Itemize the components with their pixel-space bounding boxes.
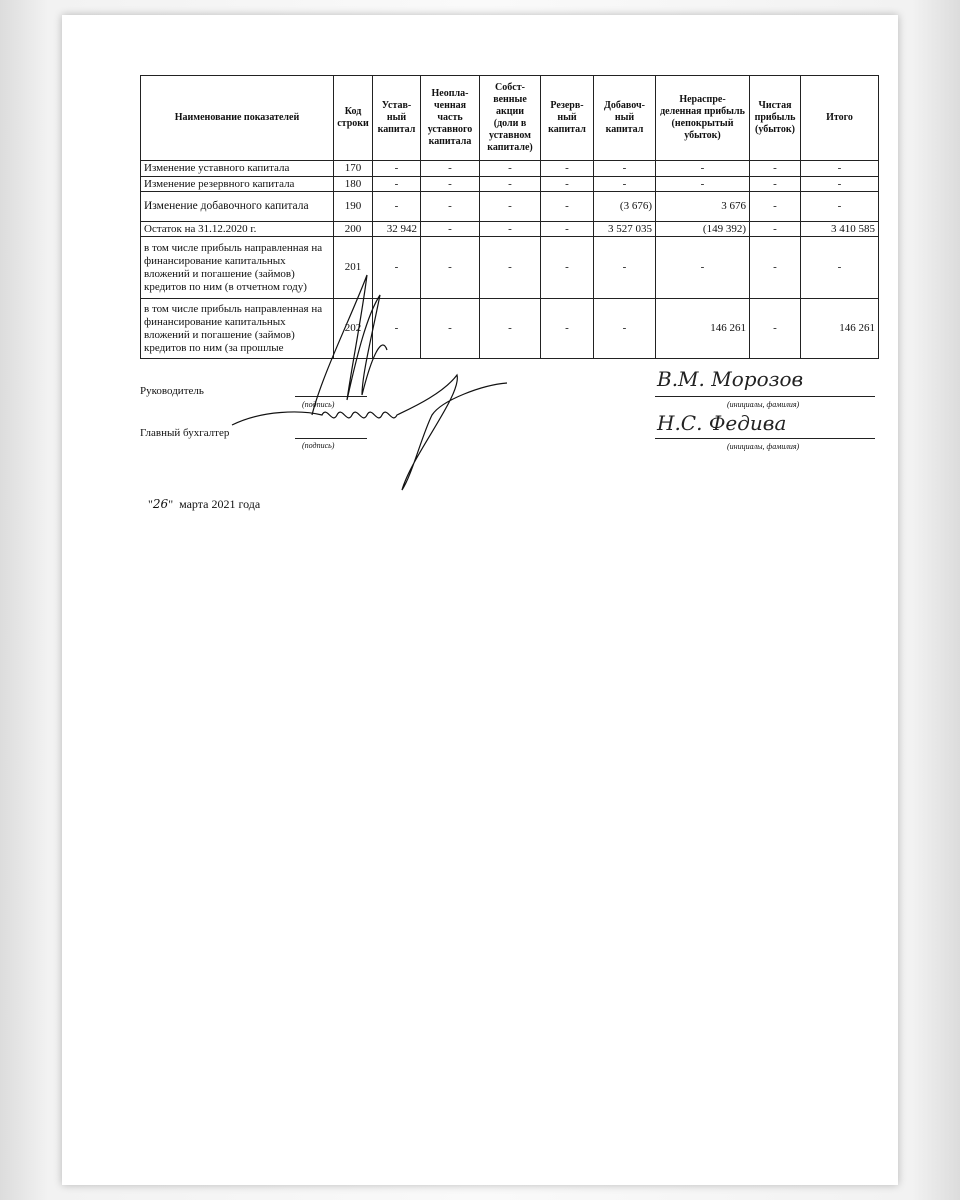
column-header: Собст-венные акции (доли в уставном капитале) — [480, 76, 541, 161]
table-row — [141, 222, 879, 237]
cell-value: - — [421, 299, 480, 359]
cell-value: - — [656, 161, 750, 177]
head-name-caption: (инициалы, фамилия) — [727, 400, 800, 409]
head-label: Руководитель — [140, 385, 204, 397]
cell-value: - — [750, 222, 801, 237]
column-header: Итого — [801, 76, 879, 161]
document-date: "26" марта 2021 года — [148, 497, 261, 511]
row-label: Изменение добавочного капитала — [141, 192, 334, 222]
row-label: в том числе прибыль направленная на финансирование капитальных вложений и погашение (займов) кредитов по ним (в отчетном году) — [141, 237, 334, 299]
table-row — [141, 299, 879, 359]
table-row — [141, 177, 879, 192]
accountant-signature-caption: (подпись) — [302, 441, 335, 450]
column-header: Неопла-ченная часть уставного капитала — [421, 76, 480, 161]
cell-value: - — [541, 177, 594, 192]
cell-value: - — [541, 237, 594, 299]
cell-value: - — [750, 192, 801, 222]
cell-value: (3 676) — [594, 192, 656, 222]
row-code: 201 — [334, 237, 373, 299]
column-header: Код строки — [334, 76, 373, 161]
cell-value: (149 392) — [656, 222, 750, 237]
cell-value: - — [541, 222, 594, 237]
cell-value: - — [373, 299, 421, 359]
cell-value: - — [801, 192, 879, 222]
cell-value: - — [373, 161, 421, 177]
head-signature-line — [295, 396, 367, 397]
cell-value: - — [373, 192, 421, 222]
row-code: 190 — [334, 192, 373, 222]
cell-value: - — [480, 161, 541, 177]
column-header: Добавоч-ный капитал — [594, 76, 656, 161]
table-header-row — [141, 76, 879, 161]
cell-value: - — [801, 161, 879, 177]
cell-value: - — [373, 237, 421, 299]
cell-value: - — [421, 161, 480, 177]
date-day: 26 — [152, 497, 169, 511]
date-text: марта 2021 года — [179, 497, 261, 511]
table-row — [141, 192, 879, 222]
column-header: Наименование показателей — [141, 76, 334, 161]
cell-value: - — [480, 177, 541, 192]
column-header: Устав-ный капитал — [373, 76, 421, 161]
table-row — [141, 237, 879, 299]
accountant-name-line — [655, 438, 875, 439]
cell-value: - — [421, 177, 480, 192]
cell-value: - — [541, 161, 594, 177]
column-header: Нераспре-деленная прибыль (непокрытый убыток) — [656, 76, 750, 161]
accountant-signature-icon — [232, 375, 507, 490]
accountant-signature-line — [295, 438, 367, 439]
cell-value: - — [594, 177, 656, 192]
cell-value: - — [801, 237, 879, 299]
column-header: Чистая прибыль (убыток) — [750, 76, 801, 161]
cell-value: 32 942 — [373, 222, 421, 237]
cell-value: - — [541, 192, 594, 222]
cell-value: - — [421, 192, 480, 222]
row-label: Изменение уставного капитала — [141, 161, 334, 177]
cell-value: - — [480, 299, 541, 359]
table-row — [141, 161, 879, 177]
cell-value: - — [656, 177, 750, 192]
cell-value: - — [421, 222, 480, 237]
row-label: Остаток на 31.12.2020 г. — [141, 222, 334, 237]
document-page — [62, 15, 898, 1185]
row-label: в том числе прибыль направленная на финансирование капитальных вложений и погашение (займов) кредитов по ним (за прошлые — [141, 299, 334, 359]
head-signature-caption: (подпись) — [302, 400, 335, 409]
cell-value: - — [750, 177, 801, 192]
cell-value: 146 261 — [801, 299, 879, 359]
head-name: В.М. Морозов — [657, 367, 804, 391]
cell-value: - — [480, 237, 541, 299]
cell-value: - — [373, 177, 421, 192]
cell-value: - — [421, 237, 480, 299]
cell-value: 3 676 — [656, 192, 750, 222]
accountant-name-caption: (инициалы, фамилия) — [727, 442, 800, 451]
row-code: 202 — [334, 299, 373, 359]
cell-value: - — [656, 237, 750, 299]
row-label: Изменение резервного капитала — [141, 177, 334, 192]
row-code: 200 — [334, 222, 373, 237]
cell-value: 146 261 — [656, 299, 750, 359]
cell-value: - — [594, 237, 656, 299]
cell-value: - — [594, 161, 656, 177]
cell-value: - — [541, 299, 594, 359]
cell-value: - — [750, 237, 801, 299]
cell-value: - — [480, 222, 541, 237]
cell-value: - — [480, 192, 541, 222]
accountant-label: Главный бухгалтер — [140, 427, 230, 439]
cell-value: - — [750, 299, 801, 359]
cell-value: 3 410 585 — [801, 222, 879, 237]
cell-value: - — [750, 161, 801, 177]
head-name-line — [655, 396, 875, 397]
row-code: 170 — [334, 161, 373, 177]
cell-value: - — [801, 177, 879, 192]
column-header: Резерв-ный капитал — [541, 76, 594, 161]
cell-value: - — [594, 299, 656, 359]
cell-value: 3 527 035 — [594, 222, 656, 237]
row-code: 180 — [334, 177, 373, 192]
accountant-name: Н.С. Федива — [657, 411, 787, 435]
capital-changes-table — [140, 75, 879, 359]
